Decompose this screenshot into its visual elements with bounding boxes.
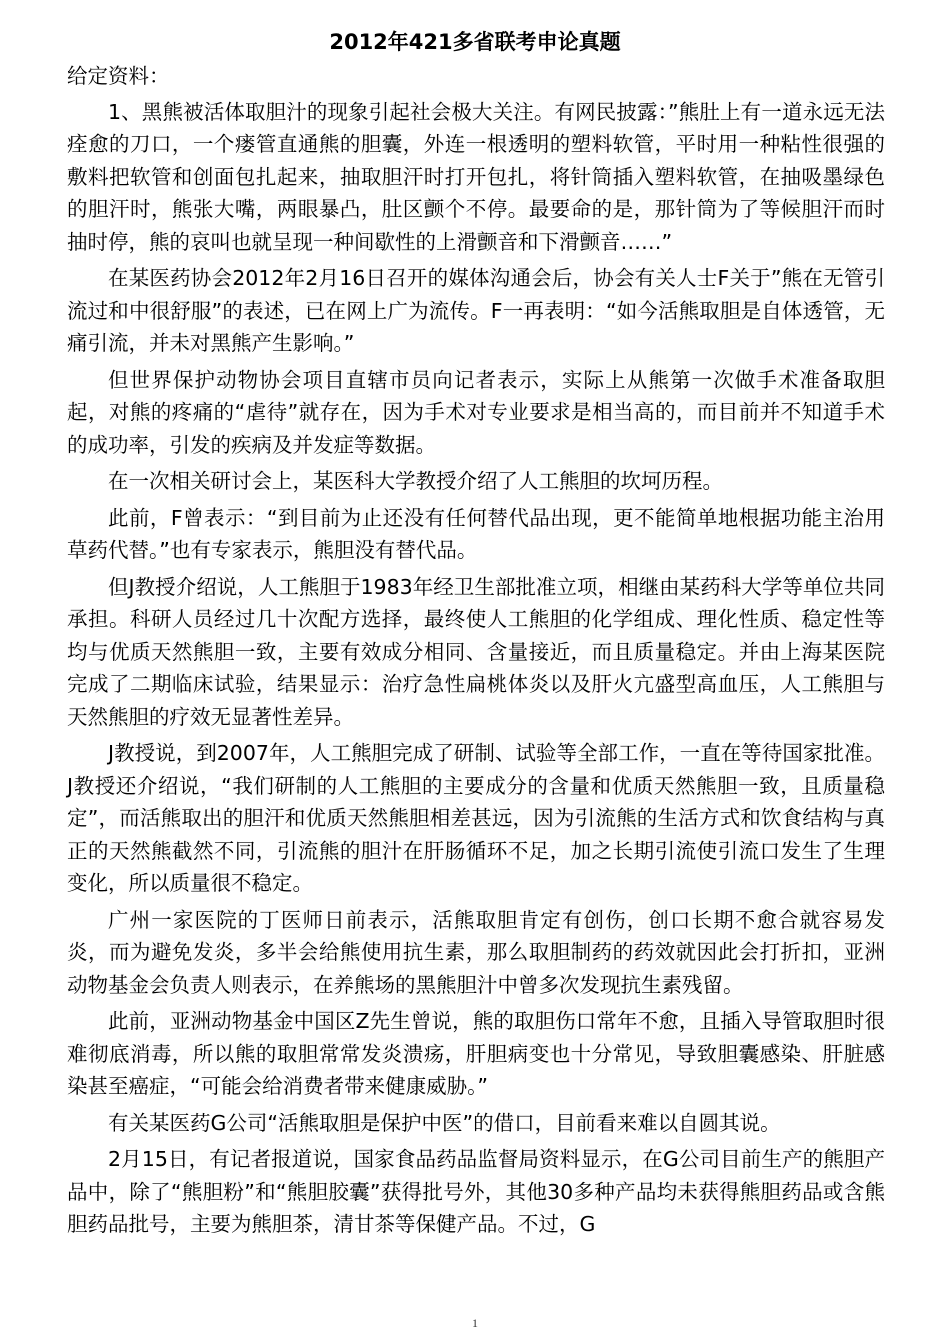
page-number: 1 (472, 1316, 478, 1330)
paragraph-8: 广州一家医院的丁医师日前表示，活熊取胆肯定有创伤，创口长期不愈合就容易发炎，而为避免发炎，多半会给熊使用抗生素，那么取胆制药的药效就因此会打折扣，亚洲动物基金会负责人则表示，在养熊场的黑熊胆汁中曾多次发现抗生素残留。 (67, 907, 885, 997)
document-title: 2012年421多省联考申论真题 (329, 30, 621, 54)
paragraph-3: 但世界保护动物协会项目直辖市员向记者表示，实际上从熊第一次做手术准备取胆起，对熊的疼痛的“虐待”就存在，因为手术对专业要求是相当高的，而目前并不知道手术的成功率，引发的疾病及并发症等数据。 (67, 367, 885, 457)
paragraph-11: 2月15日，有记者报道说，国家食品药品监督局资料显示，在G公司目前生产的熊胆产品中，除了“熊胆粉”和“熊胆胶囊”获得批号外，其他30多种产品均未获得熊胆药品或含熊胆药品批号，主要为熊胆茶，清甘茶等保健产品。不过，G (67, 1147, 885, 1236)
paragraph-2: 在某医药协会2012年2月16日召开的媒体沟通会后，协会有关人士F关于”熊在无管引流过和中很舒服”的表述，已在网上广为流传。F一再表明：“如今活熊取胆是自体透管，无痛引流，并未对黑熊产生影响。” (67, 266, 885, 355)
paragraph-10: 有关某医药G公司“活熊取胆是保护中医”的借口，目前看来难以自圆其说。 (108, 1110, 781, 1135)
paragraph-1: 1、黑熊被活体取胆汁的现象引起社会极大关注。有网民披露：”熊肚上有一道永远无法痊愈的刀口，一个瘘管直通熊的胆囊，外连一根透明的塑料软管，平时用一种粘性很强的敷料把软管和创面包扎起来，抽取胆汗时打开包扎，将针筒插入塑料软管，在抽吸墨绿色的胆汗时，熊张大嘴，两眼暴凸，肚区颤个不停。最要命的是，那针筒为了等候胆汗而时抽时停，熊的哀叫也就呈现一种间歇性的上滑颤音和下滑颤音……” (67, 99, 885, 254)
paragraph-9: 此前，亚洲动物基金中国区Z先生曾说，熊的取胆伤口常年不愈，且插入导管取胆时很难彻底消毒，所以熊的取胆常常发炎溃疡，肝胆病变也十分常见，导致胆囊感染、肝脏感染甚至癌症，“可能会给消费者带来健康威胁。” (67, 1009, 885, 1098)
paragraph-4: 在一次相关研讨会上，某医科大学教授介绍了人工熊胆的坎坷历程。 (108, 469, 723, 493)
section-label: 给定资料： (67, 64, 170, 88)
paragraph-7: J教授说，到2007年，人工熊胆完成了研制、试验等全部工作，一直在等待国家批准。J教授还介绍说，“我们研制的人工熊胆的主要成分的含量和优质天然熊胆一致，且质量稳定”，而活熊取出的胆汗和优质天然熊胆相差甚远，因为引流熊的生活方式和饮食结构与真正的天然熊截然不同，引流熊的胆汁在肝肠循环不足，加之长期引流使引流口发生了生理变化，所以质量很不稳定。 (67, 741, 885, 895)
paragraph-5: 此前，F曾表示：“到目前为止还没有任何替代品出现，更不能简单地根据功能主治用草药代替。”也有专家表示，熊胆没有替代品。 (67, 505, 885, 562)
paragraph-6: 但J教授介绍说，人工熊胆于1983年经卫生部批准立项，相继由某药科大学等单位共同承担。科研人员经过几十次配方选择，最终使人工熊胆的化学组成、理化性质、稳定性等均与优质天然熊胆一致，主要有效成分相同、含量接近，而且质量稳定。并由上海某医院完成了二期临床试验，结果显示：治疗急性扁桃体炎以及肝火亢盛型高血压，人工熊胆与天然熊胆的疗效无显著性差异。 (67, 574, 885, 729)
document-body (67, 60, 885, 1245)
